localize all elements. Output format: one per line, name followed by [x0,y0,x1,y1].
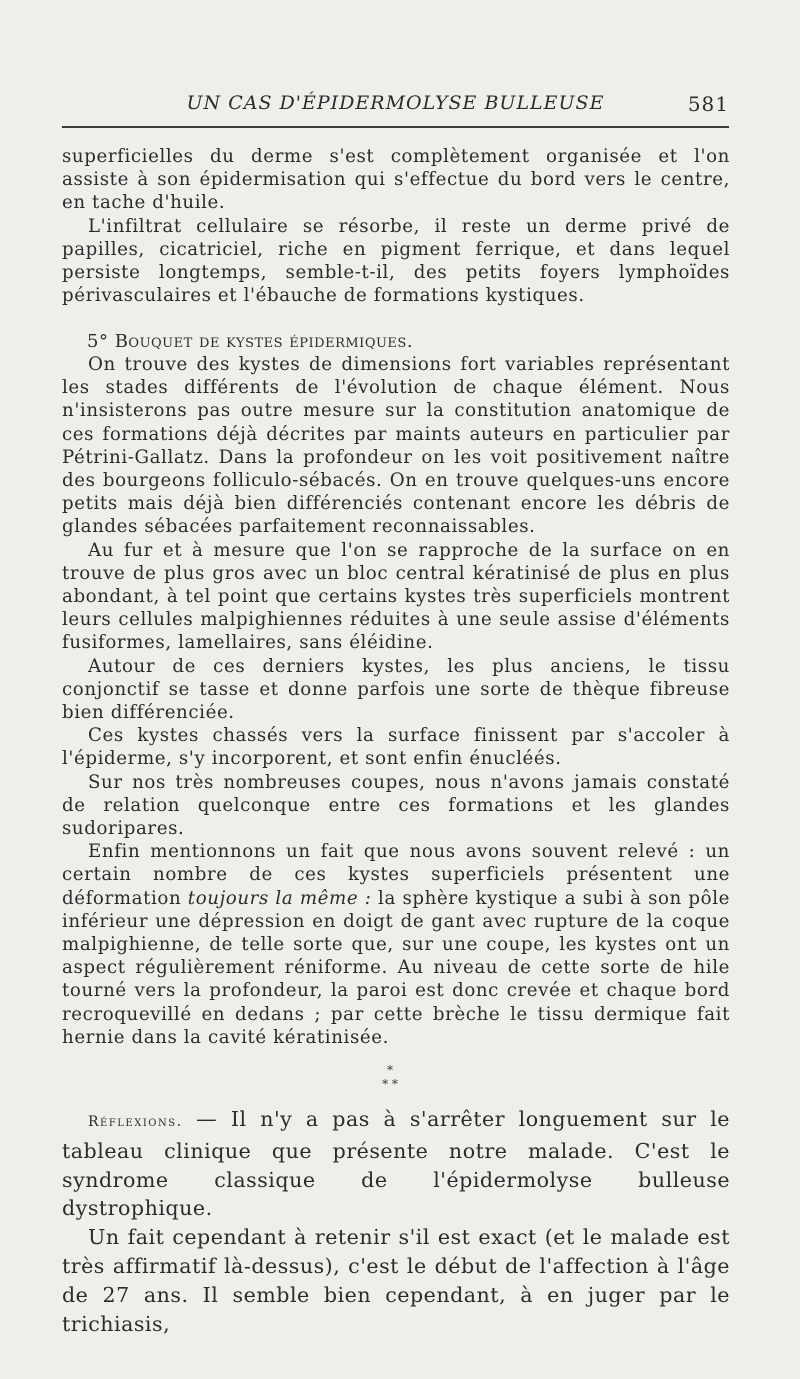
italic-emphasis: toujours la même : [187,887,372,909]
paragraph: On trouve des kystes de dimensions fort variables représentant les stades différents de l'évolution de chaque élément. Nous n'insisterons pas outre mesure sur la constitution anatomique de ces formations déjà décrites par maints auteurs en particulier par Pétrini-Gallatz. Dans la profondeur on les voit positivement naître des bourgeons folliculo-sébacés. On en trouve quelques-uns encore petits mais déjà bien différenciés contenant encore les débris de glandes sébacées parfaitement reconnaissables. [62,354,730,538]
section-heading-number: 5° [87,331,109,352]
paragraph [62,1105,730,1223]
asterism-bottom: * * [382,1077,398,1091]
paragraph: Un fait cependant à retenir s'il est exact (et le malade est très affirmatif là-dessus), c'est le début de l'affection à l'âge de 27 ans. Il semble bien cependant, à en juger par le trichiasis, [62,1225,730,1336]
text-run: la sphère kystique a subi à son pôle inférieur une dépression en doigt de gant avec rupture de la coque malpighienne, de telle sorte que, sur une coupe, les kystes ont un aspect régulièrement réniforme. Au niveau de cette sorte de hile tourné vers la profondeur, la paroi est donc crevée et chaque bord recroquevillé en dedans ; par cette brèche le tissu dermique fait hernie dans la cavité kératinisée. [62,887,730,1048]
text-run: — Il n'y a pas à s'arrêter longuement sur le tableau clinique que présente notre malade. C'est le syndrome classique de l'épidermolyse bulleuse dystrophique. [62,1107,730,1221]
section-kystes [62,353,730,1049]
paragraph [62,840,730,1049]
paragraph: L'infiltrat cellulaire se résorbe, il reste un derme privé de papilles, cicatriciel, riche en pigment ferrique, et dans lequel persiste longtemps, semble-t-il, des petits foyers lymphoïdes périvasculaires et l'ébauche de formations kystiques. [62,215,730,307]
asterism-separator [340,1063,440,1091]
section-heading [87,331,413,352]
text-run: Enfin mentionnons un fait que nous avons souvent relevé : un certain nombre de ces kystes superficiels présentent une déformation [62,841,730,909]
asterism-top: * [387,1063,393,1077]
paragraph: Autour de ces derniers kystes, les plus anciens, le tissu conjonctif se tasse et donne parfois une sorte de thèque fibreuse bien différenciée. [62,655,730,724]
section-reflexions [62,1105,730,1338]
paragraph: Sur nos très nombreuses coupes, nous n'avons jamais constaté de relation quelconque entre ces formations et les glandes sudoripares. [62,771,730,840]
running-title: UN CAS D'ÉPIDERMOLYSE BULLEUSE [186,92,605,114]
paragraph: Au fur et à mesure que l'on se rapproche de la surface on en trouve de plus gros avec un bloc central kératinisé de plus en plus abondant, à tel point que certains kystes très superficiels montrent leurs cellules malpighiennes réduites à une seule assise d'éléments fusiformes, lamellaires, sans éléidine. [62,539,730,654]
page-number: 581 [687,92,729,116]
section-continuation [62,145,730,307]
header-rule [62,126,729,128]
page-header [62,92,729,120]
paragraph: Ces kystes chassés vers la surface finissent par s'accoler à l'épiderme, s'y incorporent, et sont enfin énucléés. [62,725,730,770]
section-heading-text: Bouquet de kystes épidermiques. [114,331,414,352]
reflexions-label: Réflexions. [88,1114,183,1130]
paragraph: superficielles du derme s'est complètement organisée et l'on assiste à son épidermisation qui s'effectue du bord vers le centre, en tache d'huile. [62,146,730,214]
